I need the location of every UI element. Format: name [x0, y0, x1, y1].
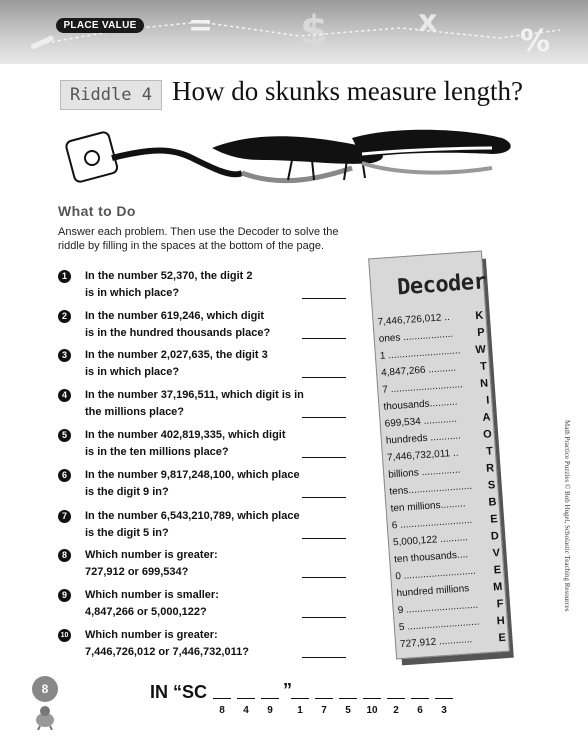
decoder-letter: P	[476, 326, 485, 340]
problem-number-badge: 9	[58, 589, 71, 602]
decoder-key: 699,534 ............	[384, 413, 458, 430]
instructions-text: Answer each problem. Then use the Decoder to solve the riddle by filling in the spaces at the bottom of the page.	[58, 226, 339, 252]
problem-text: is in the hundred thousands place?	[85, 327, 271, 339]
problem-text: In the number 402,819,335, which digit	[85, 429, 286, 441]
decoder-row	[397, 598, 504, 617]
instructions-heading: What to Do	[58, 203, 136, 219]
problem-text: In the number 52,370, the digit 2	[85, 270, 253, 282]
decoder-letter: E	[489, 513, 499, 526]
answer-blank[interactable]	[302, 617, 346, 618]
decoder-letter: N	[479, 377, 489, 390]
answer-line	[150, 682, 207, 703]
decoder-row	[389, 479, 496, 498]
problem-text: is the digit 5 in?	[85, 527, 169, 539]
answer-blank[interactable]	[302, 657, 346, 658]
answer-blank[interactable]	[302, 338, 346, 339]
decoder-row	[382, 377, 489, 396]
skunk-mascot-icon	[30, 702, 60, 730]
decoder-letter: E	[498, 631, 507, 645]
answer-code-number: 6	[417, 705, 423, 716]
decoder-key: billions ..............	[387, 464, 461, 481]
problem-text: In the number 37,196,511, which digit is in	[85, 389, 304, 401]
problem-number-badge: 8	[58, 549, 71, 562]
problem-text: is the digit 9 in?	[85, 486, 169, 498]
answer-letter-blank[interactable]	[435, 698, 453, 699]
decoder-key: 7,446,732,011 ..	[386, 447, 459, 464]
decoder-key: hundred millions	[396, 583, 470, 600]
answer-letter-blank[interactable]	[363, 698, 381, 699]
answer-letter-blank[interactable]	[315, 698, 333, 699]
decoder-letter: O	[482, 428, 493, 441]
answer-blank[interactable]	[302, 298, 346, 299]
answer-blank[interactable]	[302, 538, 346, 539]
answer-blank[interactable]	[302, 497, 346, 498]
problem-text: In the number 9,817,248,100, which place	[85, 469, 300, 481]
decoder-row	[387, 445, 494, 464]
decoder-letter: W	[474, 343, 487, 357]
decoder-row	[381, 360, 488, 379]
decoder-key: ten millions.........	[390, 498, 466, 515]
times-sign-decoration: x	[418, 4, 438, 39]
decoder-letter: M	[492, 580, 503, 594]
page-number-badge: 8	[32, 676, 58, 702]
decoder-letter: F	[496, 597, 504, 611]
problem-number-badge: 10	[58, 629, 71, 642]
dollar-sign-decoration: $	[300, 8, 328, 54]
decoder-row	[400, 632, 507, 651]
decoder-row	[384, 411, 491, 430]
decoder-key: 5,000,122 ..........	[392, 532, 469, 549]
decoder-row	[390, 496, 497, 515]
answer-letter-blank[interactable]	[261, 698, 279, 699]
problem-number-badge: 2	[58, 310, 71, 323]
problem-number-badge: 7	[58, 510, 71, 523]
decoder-row	[386, 428, 493, 447]
decoder-key: 7,446,726,012 ..	[377, 311, 451, 328]
decoder-row	[380, 343, 487, 362]
problem-text: Which number is smaller:	[85, 589, 219, 601]
problem-text: 727,912 or 699,534?	[85, 566, 189, 578]
skunk-tape-measure-illustration	[62, 118, 522, 198]
percent-sign-decoration: %	[520, 24, 551, 59]
riddle-question: How do skunks measure length?	[172, 76, 523, 106]
decoder-row	[396, 581, 503, 600]
decoder-key: 4,847,266 ..........	[380, 362, 457, 379]
answer-letter-blank[interactable]	[339, 698, 357, 699]
decoder-row	[388, 462, 495, 481]
decoder-row	[395, 564, 502, 583]
decoder-key: thousands..........	[383, 396, 458, 413]
answer-close-quote: ”	[283, 680, 292, 700]
copyright-credit: Math Practice Puzzles © Bob Hugel, Scholastic Teaching Resources	[563, 420, 571, 612]
decoder-letter: V	[492, 546, 501, 560]
answer-code-number: 5	[345, 705, 351, 716]
decoder-key: 7 ..........................	[381, 379, 464, 396]
problem-text: In the number 6,543,210,789, which place	[85, 510, 300, 522]
problem-number-badge: 3	[58, 349, 71, 362]
decoder-title: Decoder	[396, 269, 488, 301]
answer-letter-blank[interactable]	[387, 698, 405, 699]
answer-code-number: 1	[297, 705, 303, 716]
answer-letter-blank[interactable]	[291, 698, 309, 699]
decoder-letter: A	[482, 411, 491, 424]
decoder-key: 1 ..........................	[379, 345, 461, 362]
problem-text: the millions place?	[85, 406, 185, 418]
decoder-row	[399, 615, 506, 634]
decoder-key: ones ..................	[378, 328, 454, 345]
decoder-row	[391, 513, 498, 532]
answer-letter-blank[interactable]	[237, 698, 255, 699]
decoder-row	[394, 547, 501, 566]
decoder-key: 6 ..........................	[391, 514, 473, 532]
decoder-letter: H	[496, 614, 506, 628]
answer-blank[interactable]	[302, 577, 346, 578]
decoder-letter: K	[475, 309, 484, 323]
problem-text: In the number 619,246, which digit	[85, 310, 265, 322]
page-header-band	[0, 0, 588, 64]
decoder-key: 9 ..........................	[397, 599, 479, 617]
riddle-badge: Riddle 4	[60, 80, 162, 110]
decoder-key: 5 ..........................	[398, 616, 480, 634]
answer-code-number: 7	[321, 705, 327, 716]
decoder-letter: R	[485, 462, 495, 475]
answer-code-number: 4	[243, 705, 249, 716]
problem-text: Which number is greater:	[85, 549, 218, 561]
decoder-letter: T	[485, 445, 494, 458]
problem-number-badge: 1	[58, 270, 71, 283]
decoder-row	[377, 310, 484, 329]
place-value-tag: PLACE VALUE	[56, 18, 144, 33]
decoder-letter: S	[487, 479, 496, 492]
answer-code-number: 8	[219, 705, 225, 716]
decoder-key: hundreds ...........	[385, 430, 462, 447]
decoder-letter: I	[485, 394, 490, 407]
answer-prefix: IN “SC	[150, 682, 208, 702]
answer-blank[interactable]	[302, 377, 346, 378]
problem-text: Which number is greater:	[85, 629, 218, 641]
problem-text: 4,847,266 or 5,000,122?	[85, 606, 207, 618]
problem-number-badge: 6	[58, 469, 71, 482]
problem-text: is in which place?	[85, 366, 180, 378]
decoder-key: ten thousands....	[393, 549, 469, 566]
answer-code-number: 3	[441, 705, 447, 716]
answer-code-number: 10	[366, 705, 378, 716]
problem-number-badge: 5	[58, 429, 71, 442]
decoder-key: tens.......................	[389, 480, 473, 498]
answer-letter-blank[interactable]	[213, 698, 231, 699]
problem-text: is in which place?	[85, 287, 180, 299]
problem-number-badge: 4	[58, 389, 71, 402]
decoder-letter: B	[488, 496, 497, 509]
decoder-key: 0 ..........................	[395, 565, 477, 583]
equals-sign-decoration: =	[188, 8, 214, 43]
answer-code-number: 2	[393, 705, 399, 716]
answer-letter-blank[interactable]	[411, 698, 429, 699]
decoder-row	[378, 327, 485, 346]
problem-text: is in the ten millions place?	[85, 446, 229, 458]
answer-code-number: 9	[267, 705, 273, 716]
decoder-letter: T	[479, 360, 488, 373]
decoder-row	[383, 394, 490, 413]
problem-text: In the number 2,027,635, the digit 3	[85, 349, 268, 361]
answer-blank[interactable]	[302, 457, 346, 458]
decoder-letter: D	[490, 530, 500, 543]
problem-text: 7,446,726,012 or 7,446,732,011?	[85, 646, 249, 658]
decoder-key: 727,912 ............	[399, 634, 473, 651]
answer-blank[interactable]	[302, 417, 346, 418]
decoder-letter: E	[493, 563, 502, 577]
decoder-row	[393, 530, 500, 549]
